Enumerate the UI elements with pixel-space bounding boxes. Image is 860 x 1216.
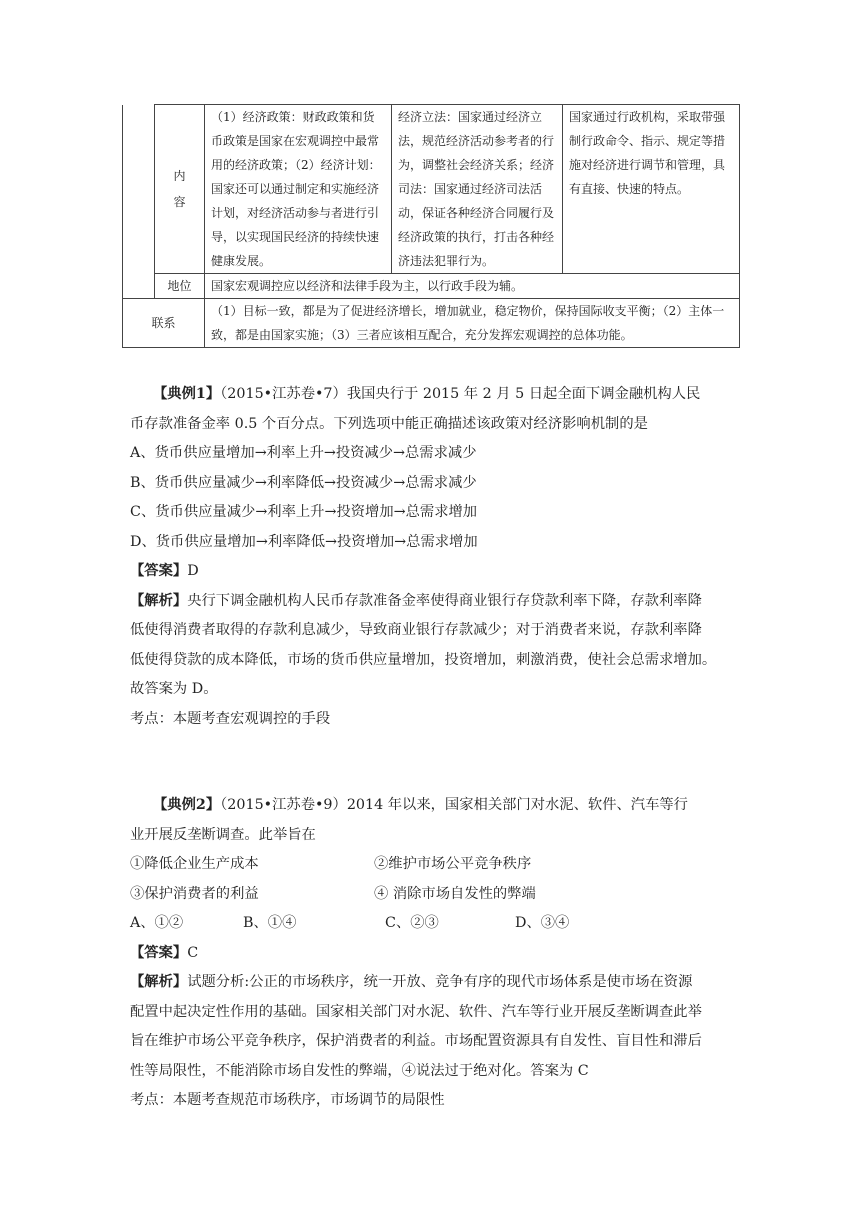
example-2-analysis-line: 旨在维护市场公平竞争秩序，保护消费者的利益。市场配置资源具有自发性、盲目性和滞后 (130, 1033, 702, 1049)
example-1-option-b: B、货币供应量减少→利率降低→投资减少→总需求减少 (130, 474, 477, 491)
relation-label: 联系 (123, 299, 205, 348)
example-2-analysis-line: 【解析】试题分析:公正的市场秩序，统一开放、竞争有序的现代市场体系是使市场在资源 (130, 974, 693, 990)
example-2-item-3: ③保护消费者的利益 (130, 885, 259, 902)
example-2-items-row (130, 850, 730, 880)
example-1-answer: 【答案】D (130, 563, 199, 579)
example-1-topic: 考点：本题考查宏观调控的手段 (130, 710, 331, 727)
example-1-option-c: C、货币供应量减少→利率上升→投资增加→总需求增加 (130, 504, 478, 520)
example-2-option-c: C、②③ (385, 915, 439, 931)
administrative-means-cell: 国家通过行政机构，采取带强制行政命令、指示、规定等措施对经济进行调节和管理，具有直接、快速的特点。 (563, 105, 740, 274)
macro-control-table (122, 104, 740, 348)
example-1-analysis-line: 故答案为 D。 (130, 681, 218, 697)
example-1-analysis-line: 【解析】央行下调金融机构人民币存款准备金率使得商业银行存贷款利率下降，存款利率降 (130, 592, 702, 609)
example-1-analysis-line: 低使得贷款的成本降低，市场的货币供应量增加，投资增加，刺激消费，使社会总需求增加。 (130, 651, 717, 668)
example-2-question-line: 【典例2】（2015•江苏卷•9）2014 年以来，国家相关部门对水泥、软件、汽车等行 (153, 797, 688, 813)
example-2-item-1: ①降低企业生产成本 (130, 856, 259, 872)
example-1-question-line: 币存款准备金率 0.5 个百分点。下列选项中能正确描述该政策对经济影响机制的是 (130, 415, 648, 432)
example-2-answer: 【答案】C (130, 944, 199, 961)
example-2-items-row (130, 880, 730, 910)
example-2 (130, 791, 730, 1116)
content-label: 内 容 (155, 105, 205, 274)
status-label: 地位 (155, 274, 205, 299)
example-1 (130, 380, 730, 734)
table-blank-cell (123, 105, 155, 299)
table-row-relation (123, 299, 740, 348)
example-2-analysis-line: 配置中起决定性作用的基础。国家相关部门对水泥、软件、汽车等行业开展反垄断调查此举 (130, 1003, 702, 1020)
example-2-topic: 考点：本题考查规范市场秩序，市场调节的局限性 (130, 1092, 445, 1108)
example-1-option-a: A、货币供应量增加→利率上升→投资减少→总需求减少 (130, 445, 477, 461)
example-2-item-4: ④ 消除市场自发性的弊端 (374, 885, 536, 902)
legal-means-cell: 经济立法：国家通过经济立法，规范经济活动参考者的行为，调整社会经济关系；经济司法：国家通过经济司法活动，保证各种经济合同履行及经济政策的执行，打击各种经济违法犯罪行为。 (392, 105, 563, 274)
example-2-tag: 【典例2】 (153, 797, 221, 813)
example-2-option-a: A、①② (130, 915, 184, 931)
example-1-question-line: 【典例1】（2015•江苏卷•7）我国央行于 2015 年 2 月 5 日起全面下调金融机构人民 (153, 386, 701, 402)
table-row-content (123, 105, 740, 274)
example-2-option-d: D、③④ (515, 915, 570, 931)
example-2-analysis-line: 性等局限性，不能消除市场自发性的弊端，④说法过于绝对化。答案为 C (130, 1062, 589, 1079)
example-1-analysis-line: 低使得消费者取得的存款利息减少，导致商业银行存款减少；对于消费者来说，存款利率降 (130, 622, 702, 638)
example-2-option-b: B、①④ (243, 915, 297, 931)
status-text: 国家宏观调控应以经济和法律手段为主，以行政手段为辅。 (205, 274, 740, 299)
example-2-question-line: 业开展反垄断调查。此举旨在 (130, 826, 316, 843)
economic-means-cell: （1）经济政策：财政政策和货币政策是国家在宏观调控中最常用的经济政策；（2）经济计划：国家还可以通过制定和实施经济计划，对经济活动参与者进行引导，以实现国民经济的持续快速健康发展。 (205, 105, 392, 274)
example-1-option-d: D、货币供应量增加→利率降低→投资增加→总需求增加 (130, 533, 478, 550)
example-2-options-row (130, 909, 730, 939)
relation-text: （1）目标一致，都是为了促进经济增长，增加就业，稳定物价，保持国际收支平衡；（2）主体一致，都是由国家实施；（3）三者应该相互配合，充分发挥宏观调控的总体功能。 (205, 299, 740, 348)
example-1-tag: 【典例1】 (153, 386, 221, 402)
table-row-status (123, 274, 740, 299)
example-2-item-2: ②维护市场公平竞争秩序 (374, 856, 532, 872)
